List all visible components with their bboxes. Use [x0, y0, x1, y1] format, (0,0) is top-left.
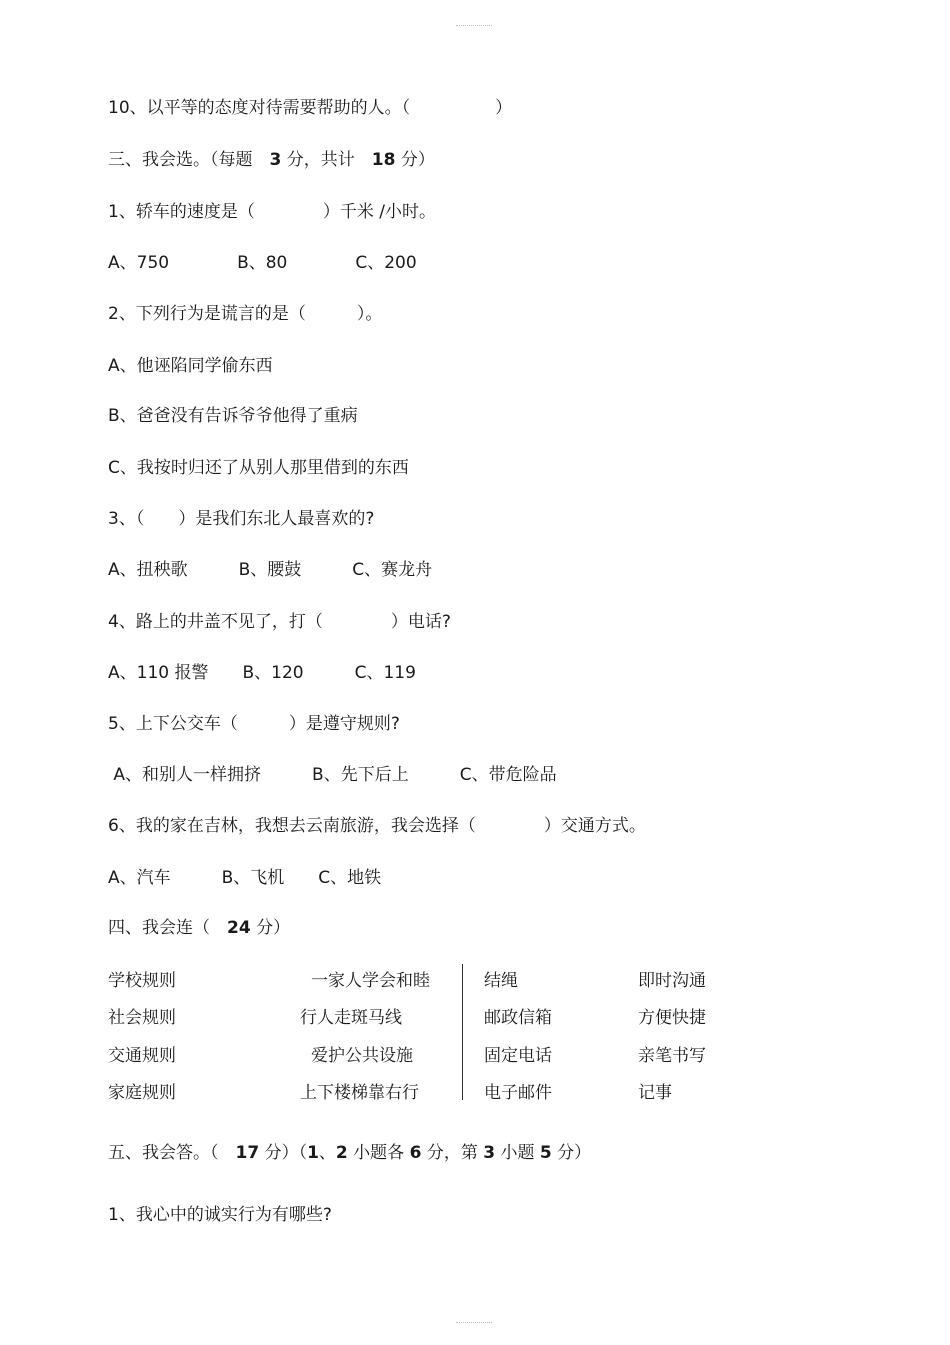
page-top-mark: [456, 25, 492, 26]
page-bottom-mark: [456, 1322, 492, 1323]
question-10: 10、以平等的态度对待需要帮助的人。（ ）: [108, 98, 513, 118]
match-right-term: 电子邮件: [484, 1083, 552, 1103]
match-left-answer: 上下楼梯靠右行: [300, 1083, 419, 1103]
matching-divider: [462, 964, 463, 1100]
match-right-term: 邮政信箱: [484, 1008, 552, 1028]
match-right-term: 结绳: [484, 971, 518, 991]
match-right-answer: 记事: [638, 1083, 672, 1103]
match-left-answer: 行人走斑马线: [300, 1008, 402, 1028]
choice-question-5-options: A、和别人一样拥挤 B、先下后上 C、带危险品: [108, 765, 557, 785]
section-3-heading: 三、我会选。（每题 3 分，共计 18 分）: [108, 150, 435, 170]
choice-question-2-option-c: C、我按时归还了从别人那里借到的东西: [108, 458, 409, 478]
choice-question-6-options: A、汽车 B、飞机 C、地铁: [108, 868, 382, 888]
match-right-answer: 方便快捷: [638, 1008, 706, 1028]
choice-question-3-options: A、扭秧歌 B、腰鼓 C、赛龙舟: [108, 560, 433, 580]
choice-question-4-options: A、110 报警 B、120 C、119: [108, 663, 416, 683]
match-left-term: 社会规则: [108, 1008, 176, 1028]
match-right-answer: 即时沟通: [638, 971, 706, 991]
match-left-term: 家庭规则: [108, 1083, 176, 1103]
match-left-term: 学校规则: [108, 971, 176, 991]
choice-question-1-options: A、750 B、80 C、200: [108, 253, 417, 273]
choice-question-2-option-a: A、他诬陷同学偷东西: [108, 356, 273, 376]
answer-question-1: 1、我心中的诚实行为有哪些?: [108, 1205, 332, 1225]
choice-question-5: 5、上下公交车（ ）是遵守规则?: [108, 714, 400, 734]
choice-question-1: 1、轿车的速度是（ ）千米 /小时。: [108, 202, 436, 222]
match-right-answer: 亲笔书写: [638, 1046, 706, 1066]
choice-question-2-option-b: B、爸爸没有告诉爷爷他得了重病: [108, 406, 358, 426]
match-left-term: 交通规则: [108, 1046, 176, 1066]
choice-question-4: 4、路上的井盖不见了，打（ ）电话?: [108, 612, 451, 632]
choice-question-3: 3、（ ）是我们东北人最喜欢的?: [108, 509, 375, 529]
match-right-term: 固定电话: [484, 1046, 552, 1066]
match-left-answer: 一家人学会和睦: [311, 971, 430, 991]
choice-question-2: 2、下列行为是谎言的是（ ）。: [108, 304, 383, 324]
choice-question-6: 6、我的家在吉林，我想去云南旅游，我会选择（ ）交通方式。: [108, 816, 646, 836]
section-5-heading: 五、我会答。（ 17 分）（1、2 小题各 6 分，第 3 小题 5 分）: [108, 1143, 592, 1163]
section-4-heading: 四、我会连（ 24 分）: [108, 918, 291, 938]
match-left-answer: 爱护公共设施: [311, 1046, 413, 1066]
